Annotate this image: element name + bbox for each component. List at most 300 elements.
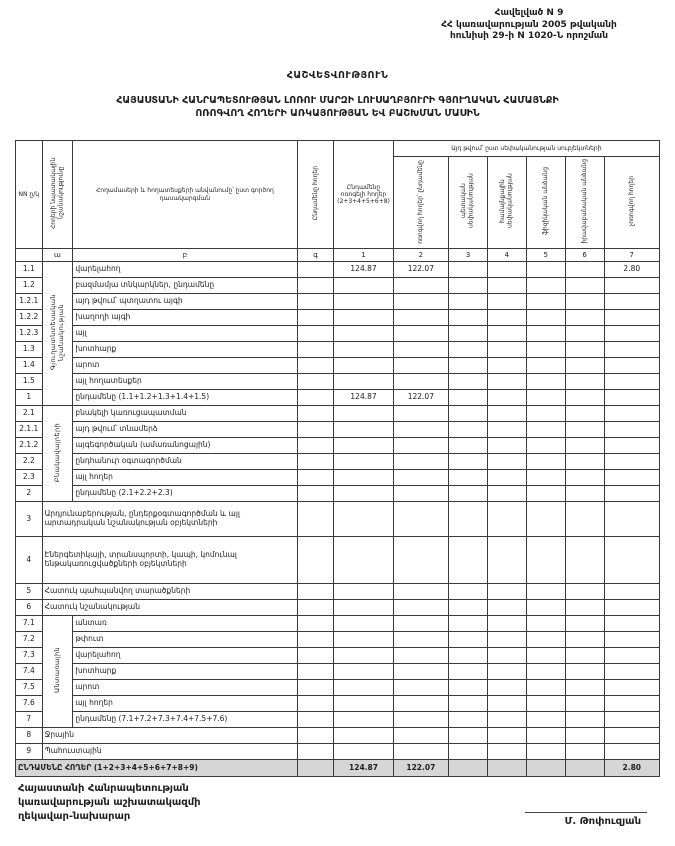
value-cell: [487, 712, 526, 728]
value-cell: [297, 664, 334, 680]
value-cell: [448, 616, 487, 632]
row-number-cell: 1.2.2: [16, 310, 43, 326]
row-number-cell: 2.1.2: [16, 438, 43, 454]
value-cell: [526, 696, 565, 712]
value-cell: [297, 374, 334, 390]
signatory-title-line: կառավարության աշխատակազմի: [18, 797, 201, 808]
land-name-cell: Էներգետիկայի, տրանսպորտի, կապի, կոմունալ ենթակառուցվածքների օբյեկտների: [42, 537, 297, 584]
value-cell: [393, 712, 448, 728]
value-cell: [297, 728, 334, 744]
value-cell: 2.80: [604, 262, 659, 278]
value-cell: [565, 632, 604, 648]
value-cell: [526, 664, 565, 680]
value-cell: [297, 584, 334, 600]
table-row: [16, 262, 660, 278]
value-cell: [604, 454, 659, 470]
land-name-cell: խոտհարք: [73, 342, 297, 358]
value-cell: [297, 358, 334, 374]
row-number-cell: 1: [16, 390, 43, 406]
land-name-cell: այլ հողեր: [73, 696, 297, 712]
value-cell: [334, 486, 393, 502]
value-cell: [565, 712, 604, 728]
colnum-cell: 5: [526, 249, 565, 262]
col-header-state: [448, 157, 487, 249]
land-name-cell: խաղողի այգի: [73, 310, 297, 326]
value-cell: [604, 278, 659, 294]
table-row: [16, 696, 660, 712]
value-cell: [334, 438, 393, 454]
value-cell: [297, 486, 334, 502]
value-cell: [487, 632, 526, 648]
value-cell: [604, 342, 659, 358]
colnum-cell: 1: [334, 249, 393, 262]
value-cell: [604, 712, 659, 728]
value-cell: [393, 664, 448, 680]
value-cell: [297, 696, 334, 712]
table-row: [16, 744, 660, 760]
rotated-header-text: ոռոգվող հողեր՝ ընդամենը: [417, 159, 425, 244]
value-cell: [565, 294, 604, 310]
rotated-header-text: Հողերի նպատակային նշանակությունը: [49, 157, 65, 230]
value-cell: [334, 502, 393, 537]
value-cell: [334, 374, 393, 390]
value-cell: [448, 712, 487, 728]
value-cell: [604, 584, 659, 600]
value-cell: [565, 486, 604, 502]
value-cell: [297, 326, 334, 342]
value-cell: [334, 680, 393, 696]
value-cell: [393, 648, 448, 664]
value-cell: [448, 342, 487, 358]
value-cell: [526, 760, 565, 777]
value-cell: [604, 326, 659, 342]
value-cell: [526, 600, 565, 616]
land-name-cell: բազմամյա տնկարկներ, ընդամենը: [73, 278, 297, 294]
value-cell: [526, 648, 565, 664]
value-cell: [526, 744, 565, 760]
value-cell: [448, 294, 487, 310]
value-cell: [393, 278, 448, 294]
value-cell: 122.07: [393, 760, 448, 777]
value-cell: [565, 600, 604, 616]
value-cell: [393, 326, 448, 342]
value-cell: [604, 728, 659, 744]
value-cell: [604, 406, 659, 422]
value-cell: [565, 470, 604, 486]
value-cell: [487, 326, 526, 342]
value-cell: 124.87: [334, 262, 393, 278]
row-number-cell: 1.3: [16, 342, 43, 358]
value-cell: [448, 600, 487, 616]
rotated-header-text: իրավաբանական անձանց: [580, 159, 588, 244]
row-number-cell: 3: [16, 502, 43, 537]
row-number-cell: 5: [16, 584, 43, 600]
row-number-cell: 8: [16, 728, 43, 744]
land-name-cell: ընդամենը (2.1+2.2+2.3): [73, 486, 297, 502]
value-cell: 124.87: [334, 760, 393, 777]
value-cell: [393, 406, 448, 422]
col-header-purpose: [42, 141, 73, 249]
row-number-cell: 2.2: [16, 454, 43, 470]
value-cell: [565, 760, 604, 777]
value-cell: [526, 486, 565, 502]
value-cell: [604, 664, 659, 680]
value-cell: [565, 696, 604, 712]
value-cell: [334, 406, 393, 422]
value-cell: [487, 744, 526, 760]
value-cell: [487, 294, 526, 310]
value-cell: [526, 632, 565, 648]
value-cell: [604, 537, 659, 584]
colnum-cell: 7: [604, 249, 659, 262]
value-cell: [448, 502, 487, 537]
report-subtitle-community: ՀԱՅԱՍՏԱՆԻ ՀԱՆՐԱՊԵՏՈՒԹՅԱՆ ԼՈՌՈՒ ՄԱՐԶԻ ԼՈՒՍԱՂԲՅՈՒՐԻ ԳՅՈՒՂԱԿԱՆ ՀԱՄԱՅՆՔԻ: [116, 95, 559, 106]
value-cell: [448, 696, 487, 712]
value-cell: [448, 390, 487, 406]
value-cell: [565, 326, 604, 342]
grand-total-row: [16, 760, 660, 777]
land-name-cell: այլ: [73, 326, 297, 342]
value-cell: [393, 632, 448, 648]
land-name-cell: այլ հողեր: [73, 470, 297, 486]
value-cell: [393, 680, 448, 696]
value-cell: [448, 358, 487, 374]
value-cell: [526, 537, 565, 584]
land-name-cell: անտառ: [73, 616, 297, 632]
value-cell: [487, 262, 526, 278]
land-name-cell: Հատուկ նշանակության: [42, 600, 297, 616]
value-cell: [297, 262, 334, 278]
value-cell: [604, 486, 659, 502]
value-cell: [526, 406, 565, 422]
value-cell: [393, 310, 448, 326]
colnum-cell: [16, 249, 43, 262]
col-header-nn: NN ը/կ: [16, 141, 43, 249]
value-cell: [526, 616, 565, 632]
table-row: [16, 406, 660, 422]
land-name-cell: խոտհարք: [73, 664, 297, 680]
land-name-cell: վարելահող: [73, 648, 297, 664]
value-cell: [487, 278, 526, 294]
value-cell: [334, 616, 393, 632]
land-name-cell: Պահուստային: [42, 744, 297, 760]
value-cell: [487, 616, 526, 632]
table-row: [16, 374, 660, 390]
value-cell: [297, 342, 334, 358]
value-cell: [526, 326, 565, 342]
col-header-legal-entities: [565, 157, 604, 249]
value-cell: [526, 470, 565, 486]
table-row-subtotal: [16, 486, 660, 502]
land-name-cell: ընդամենը (7.1+7.2+7.3+7.4+7.5+7.6): [73, 712, 297, 728]
value-cell: [565, 342, 604, 358]
value-cell: [565, 310, 604, 326]
value-cell: [448, 664, 487, 680]
value-cell: [448, 278, 487, 294]
value-cell: [487, 422, 526, 438]
rotated-category-text: Գյուղատնտեսական նշանակության: [49, 294, 66, 371]
table-row: [16, 616, 660, 632]
value-cell: [565, 537, 604, 584]
value-cell: [297, 278, 334, 294]
row-number-cell: 2.3: [16, 470, 43, 486]
value-cell: [487, 374, 526, 390]
table-row: [16, 600, 660, 616]
value-cell: [448, 438, 487, 454]
value-cell: [297, 712, 334, 728]
table-row: [16, 632, 660, 648]
value-cell: [487, 310, 526, 326]
row-number-cell: 7.3: [16, 648, 43, 664]
row-number-cell: 2.1.1: [16, 422, 43, 438]
value-cell: [334, 744, 393, 760]
row-number-cell: 9: [16, 744, 43, 760]
row-number-cell: 4: [16, 537, 43, 584]
row-number-cell: 1.4: [16, 358, 43, 374]
value-cell: [565, 278, 604, 294]
land-name-cell: թփուտ: [73, 632, 297, 648]
value-cell: [487, 584, 526, 600]
land-name-cell: Արդյունաբերության, ընդերքօգտագործման և այլ արտադրական նշանակության օբյեկտների: [42, 502, 297, 537]
value-cell: [604, 310, 659, 326]
appendix-line: Հավելված N 9: [494, 8, 564, 18]
value-cell: [604, 680, 659, 696]
table-row: [16, 422, 660, 438]
value-cell: [604, 390, 659, 406]
value-cell: [448, 584, 487, 600]
row-number-cell: 7.6: [16, 696, 43, 712]
land-name-cell: բնակելի կառուցապատման: [73, 406, 297, 422]
colnum-cell: 2: [393, 249, 448, 262]
value-cell: [393, 374, 448, 390]
value-cell: [334, 358, 393, 374]
land-name-cell: Հատուկ պահպանվող տարածքների: [42, 584, 297, 600]
value-cell: [297, 310, 334, 326]
value-cell: [604, 616, 659, 632]
table-row: [16, 454, 660, 470]
report-table: [15, 140, 660, 777]
table-row: [16, 584, 660, 600]
value-cell: [448, 422, 487, 438]
colnum-cell: ա: [42, 249, 73, 262]
value-cell: [334, 600, 393, 616]
value-cell: [393, 616, 448, 632]
value-cell: [297, 680, 334, 696]
table-row: [16, 438, 660, 454]
value-cell: [604, 374, 659, 390]
value-cell: [334, 728, 393, 744]
value-cell: [487, 537, 526, 584]
appendix-block: [399, 8, 659, 43]
column-number-row: [16, 249, 660, 262]
value-cell: [487, 438, 526, 454]
land-name-cell: այդ թվում՝ պտղատու այգի: [73, 294, 297, 310]
value-cell: [526, 680, 565, 696]
value-cell: [334, 584, 393, 600]
value-cell: [393, 696, 448, 712]
value-cell: [526, 390, 565, 406]
value-cell: [526, 358, 565, 374]
value-cell: [565, 616, 604, 632]
table-row: [16, 664, 660, 680]
value-cell: [334, 632, 393, 648]
table-row-subtotal: [16, 390, 660, 406]
value-cell: [297, 760, 334, 777]
value-cell: [334, 648, 393, 664]
value-cell: [487, 600, 526, 616]
table-row: [16, 326, 660, 342]
col-header-community: [487, 157, 526, 249]
value-cell: [604, 744, 659, 760]
value-cell: [604, 422, 659, 438]
value-cell: [334, 664, 393, 680]
title-block: [0, 70, 675, 121]
value-cell: [604, 600, 659, 616]
land-name-cell: ընդհանուր օգտագործման: [73, 454, 297, 470]
value-cell: [526, 728, 565, 744]
col-header-irrigated: [393, 157, 448, 249]
value-cell: [565, 680, 604, 696]
value-cell: [604, 696, 659, 712]
value-cell: [448, 760, 487, 777]
report-title: ՀԱՇՎԵՏՎՈՒԹՅՈՒՆ: [286, 70, 389, 81]
value-cell: [297, 537, 334, 584]
col-header-land-name: Հողամասերի և հողատեսքերի անվանումը՝ ըստ գործող դասակարգման: [73, 141, 297, 249]
value-cell: [393, 537, 448, 584]
colnum-cell: 6: [565, 249, 604, 262]
value-cell: 124.87: [334, 390, 393, 406]
land-name-cell: վարելահող: [73, 262, 297, 278]
signatory-name: Մ. Թոփուզյան: [525, 812, 647, 827]
header-row: [16, 141, 660, 157]
rotated-header-text: Ընդամենը հողեր: [311, 166, 319, 221]
value-cell: [448, 648, 487, 664]
value-cell: [334, 537, 393, 584]
colnum-cell: 4: [487, 249, 526, 262]
value-cell: [526, 342, 565, 358]
value-cell: [448, 537, 487, 584]
report-subtitle-subject: ՈՌՈԳՎՈՂ ՀՈՂԵՐԻ ԱՌԿԱՅՈՒԹՅԱՆ ԵՎ ԲԱՇԽՄԱՆ ՄԱՍԻՆ: [195, 107, 480, 119]
value-cell: [297, 632, 334, 648]
value-cell: [448, 680, 487, 696]
appendix-line: հունիսի 29-ի N 1020-Ն որոշման: [449, 31, 609, 42]
value-cell: [565, 454, 604, 470]
rotated-header-text: ֆիզիկական անձանց: [541, 167, 549, 236]
row-number-cell: 1.2: [16, 278, 43, 294]
land-name-cell: ընդամենը (1.1+1.2+1.3+1.4+1.5): [73, 390, 297, 406]
value-cell: [393, 422, 448, 438]
value-cell: [487, 696, 526, 712]
value-cell: [487, 358, 526, 374]
col-header-total-lands: [297, 141, 334, 249]
value-cell: [487, 470, 526, 486]
value-cell: [393, 454, 448, 470]
value-cell: [526, 712, 565, 728]
value-cell: [448, 486, 487, 502]
value-cell: 122.07: [393, 262, 448, 278]
value-cell: [565, 262, 604, 278]
value-cell: [297, 438, 334, 454]
value-cell: [448, 744, 487, 760]
row-number-cell: 1.2.3: [16, 326, 43, 342]
value-cell: [448, 310, 487, 326]
value-cell: [297, 470, 334, 486]
value-cell: [487, 680, 526, 696]
value-cell: [565, 728, 604, 744]
value-cell: [334, 712, 393, 728]
value-cell: [393, 744, 448, 760]
value-cell: [487, 648, 526, 664]
value-cell: [297, 294, 334, 310]
value-cell: [393, 600, 448, 616]
table-row: [16, 294, 660, 310]
value-cell: [297, 600, 334, 616]
table-row: [16, 537, 660, 584]
appendix-line: ՀՀ կառավարության 2005 թվականի: [441, 19, 617, 30]
value-cell: [487, 728, 526, 744]
value-cell: [565, 406, 604, 422]
rotated-category-text: Անտառային: [53, 647, 62, 694]
value-cell: [565, 374, 604, 390]
table-row: [16, 358, 660, 374]
value-cell: [448, 374, 487, 390]
row-number-cell: 7: [16, 712, 43, 728]
table-row: [16, 342, 660, 358]
value-cell: [393, 358, 448, 374]
value-cell: [487, 342, 526, 358]
value-cell: [448, 262, 487, 278]
value-cell: [334, 278, 393, 294]
value-cell: [487, 406, 526, 422]
value-cell: [334, 342, 393, 358]
value-cell: [565, 502, 604, 537]
value-cell: [448, 470, 487, 486]
row-number-cell: 1.5: [16, 374, 43, 390]
rotated-header-text: պետական սեփականության: [460, 173, 475, 229]
value-cell: [393, 438, 448, 454]
row-number-cell: 2: [16, 486, 43, 502]
value-cell: [393, 342, 448, 358]
value-cell: [526, 584, 565, 600]
rotated-header-text: համայնքային սեփականության: [499, 173, 514, 229]
value-cell: [565, 438, 604, 454]
value-cell: [565, 422, 604, 438]
value-cell: [487, 760, 526, 777]
value-cell: [297, 648, 334, 664]
signatory-title-line: Հայաստանի Հանրապետության: [18, 783, 189, 794]
value-cell: [334, 294, 393, 310]
value-cell: [448, 632, 487, 648]
table-row: [16, 648, 660, 664]
col-header-non-irrigated: [604, 157, 659, 249]
value-cell: [393, 294, 448, 310]
value-cell: [526, 278, 565, 294]
rotated-header-text: չոռոգվող հողեր: [628, 176, 636, 227]
land-name-cell: այլ հողատեսքեր: [73, 374, 297, 390]
row-number-cell: 1.1: [16, 262, 43, 278]
row-number-cell: 7.2: [16, 632, 43, 648]
value-cell: [604, 438, 659, 454]
value-cell: [604, 470, 659, 486]
value-cell: [448, 728, 487, 744]
value-cell: [565, 664, 604, 680]
col-header-group: Այդ թվում՝ ըստ սեփականության սուբյեկտների: [393, 141, 659, 157]
category-cell: [42, 406, 73, 502]
value-cell: [297, 502, 334, 537]
value-cell: [393, 470, 448, 486]
value-cell: [526, 294, 565, 310]
value-cell: [526, 454, 565, 470]
